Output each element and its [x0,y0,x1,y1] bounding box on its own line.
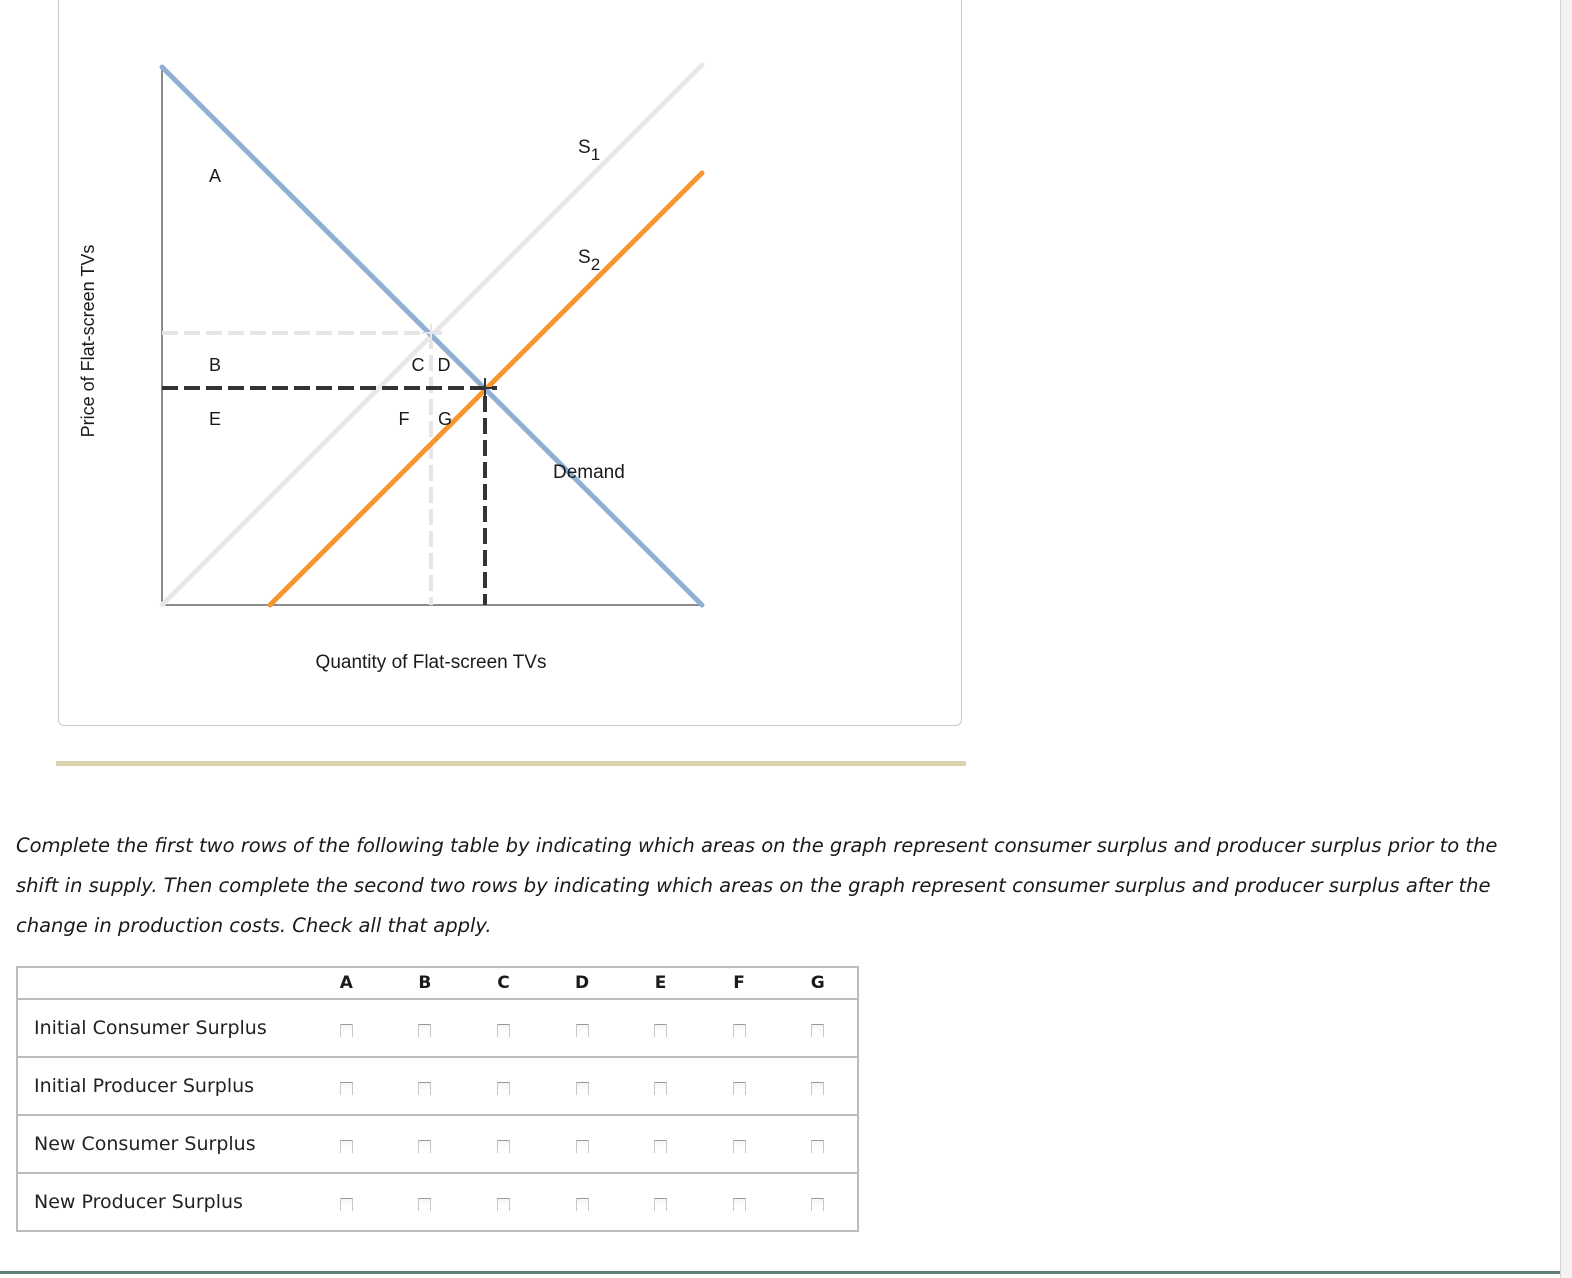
region-label-b: B [208,355,222,375]
checkbox-cell [307,1173,386,1231]
checkbox-f[interactable] [733,1024,746,1037]
checkbox-g[interactable] [811,1082,824,1095]
header-row-label [17,967,307,999]
region-label-a: A [208,166,222,186]
window-edge [1560,0,1572,1278]
column-header-e: E [621,967,700,999]
region-label-g: G [437,409,453,429]
checkbox-cell [778,1115,858,1173]
checkbox-cell [307,999,386,1057]
s1-label: S1 [578,137,601,164]
checkbox-cell [464,1115,543,1173]
checkbox-c[interactable] [497,1024,510,1037]
region-label-f: F [398,409,410,429]
checkbox-b[interactable] [418,1198,431,1211]
checkbox-cell [700,1057,779,1115]
row-label: New Producer Surplus [17,1173,307,1231]
checkbox-cell [778,1173,858,1231]
demand-label: Demand [553,462,625,483]
checkbox-e[interactable] [654,1140,667,1153]
checkbox-cell [700,1115,779,1173]
checkbox-cell [464,1173,543,1231]
checkbox-f[interactable] [733,1140,746,1153]
table-row [17,999,858,1057]
checkbox-cell [778,1057,858,1115]
column-header-b: B [386,967,465,999]
column-header-c: C [464,967,543,999]
checkbox-f[interactable] [733,1198,746,1211]
table-row [17,1115,858,1173]
checkbox-cell [543,1057,622,1115]
checkbox-a[interactable] [340,1198,353,1211]
checkbox-a[interactable] [340,1140,353,1153]
y-axis-label: Price of Flat-screen TVs [78,244,98,438]
column-header-g: G [778,967,858,999]
checkbox-cell [464,1057,543,1115]
checkbox-d[interactable] [576,1140,589,1153]
graph-panel [58,0,962,726]
checkbox-cell [543,999,622,1057]
region-label-e: E [208,409,222,429]
checkbox-cell [307,1115,386,1173]
table-row [17,1057,858,1115]
checkbox-cell [543,1115,622,1173]
checkbox-b[interactable] [418,1024,431,1037]
checkbox-cell [621,999,700,1057]
row-label: New Consumer Surplus [17,1115,307,1173]
checkbox-cell [464,999,543,1057]
x-axis-label: Quantity of Flat-screen TVs [315,652,547,673]
region-label-d: D [437,355,451,375]
checkbox-g[interactable] [811,1024,824,1037]
row-label: Initial Consumer Surplus [17,999,307,1057]
checkbox-c[interactable] [497,1140,510,1153]
instructions-text: Complete the first two rows of the following table by indicating which areas on the graph represent consumer surplus and producer surplus prior to the shift in supply. Then complete the second two rows by indicating which areas on the graph represent consumer surplus and producer surplus after the change in production costs. Check all that apply. [16,834,1498,937]
table-header-row [17,967,858,999]
column-header-a: A [307,967,386,999]
checkbox-d[interactable] [576,1024,589,1037]
supply-demand-graph [59,0,963,727]
checkbox-cell [621,1173,700,1231]
checkbox-f[interactable] [733,1082,746,1095]
s2-label: S2 [578,247,601,274]
checkbox-e[interactable] [654,1024,667,1037]
checkbox-cell [543,1173,622,1231]
section-divider [56,761,966,766]
checkbox-b[interactable] [418,1140,431,1153]
checkbox-g[interactable] [811,1198,824,1211]
checkbox-c[interactable] [497,1198,510,1211]
checkbox-a[interactable] [340,1024,353,1037]
checkbox-d[interactable] [576,1198,589,1211]
checkbox-cell [621,1115,700,1173]
checkbox-cell [386,1057,465,1115]
checkbox-d[interactable] [576,1082,589,1095]
checkbox-g[interactable] [811,1140,824,1153]
bottom-bar [0,1271,1560,1274]
checkbox-cell [386,999,465,1057]
row-label: Initial Producer Surplus [17,1057,307,1115]
checkbox-b[interactable] [418,1082,431,1095]
checkbox-cell [621,1057,700,1115]
checkbox-cell [386,1115,465,1173]
checkbox-cell [778,999,858,1057]
checkbox-e[interactable] [654,1082,667,1095]
checkbox-cell [700,999,779,1057]
checkbox-cell [700,1173,779,1231]
checkbox-c[interactable] [497,1082,510,1095]
surplus-table [16,966,859,1232]
checkbox-a[interactable] [340,1082,353,1095]
checkbox-cell [386,1173,465,1231]
table-row [17,1173,858,1231]
column-header-f: F [700,967,779,999]
column-header-d: D [543,967,622,999]
region-label-c: C [411,355,425,375]
checkbox-cell [307,1057,386,1115]
checkbox-e[interactable] [654,1198,667,1211]
